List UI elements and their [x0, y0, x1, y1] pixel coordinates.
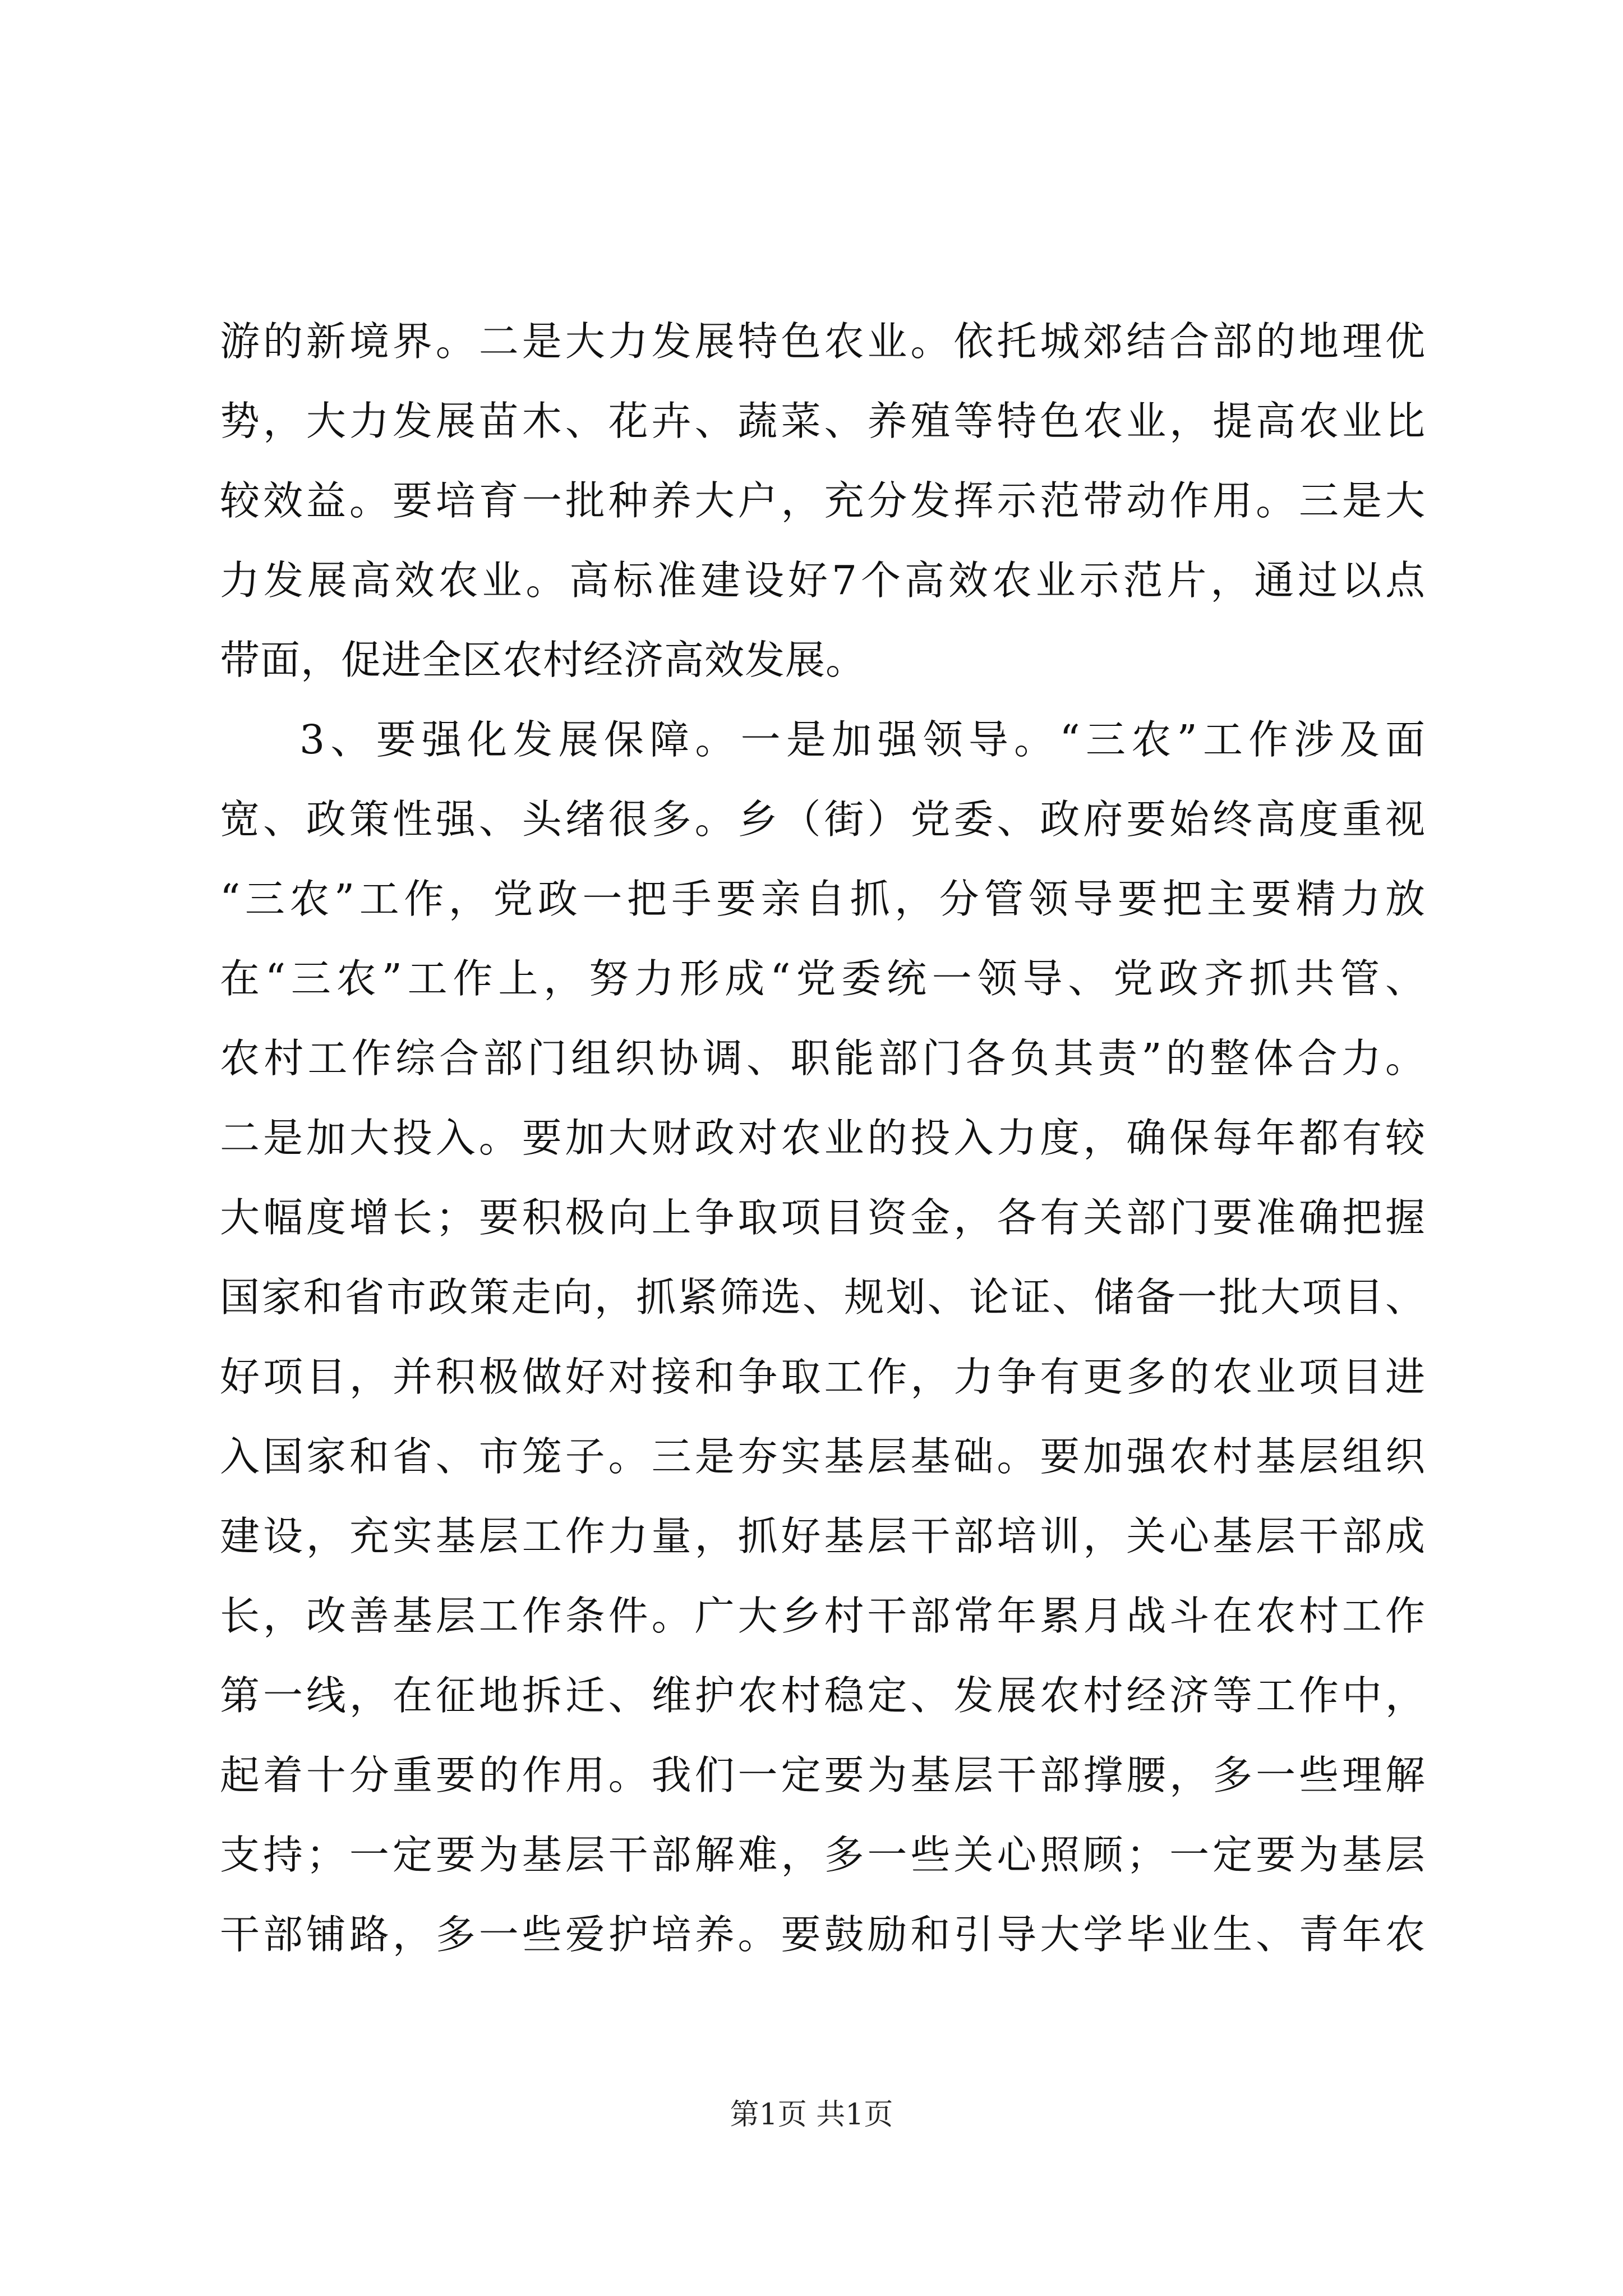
paragraph-1	[220, 302, 1426, 700]
text-line: 大幅度增长；要积极向上争取项目资金，各有关部门要准确把握	[220, 1194, 1426, 1241]
page-number: 第1页 共1页	[730, 2098, 893, 2132]
page-footer	[0, 2095, 1623, 2134]
text-line: 二是加大投入。要加大财政对农业的投入力度，确保每年都有较	[220, 1115, 1426, 1161]
text-line: 较效益。要培育一批种养大户，充分发挥示范带动作用。三是大	[220, 477, 1426, 524]
text-line: 好项目，并积极做好对接和争取工作，力争有更多的农业项目进	[220, 1354, 1426, 1400]
text-line: 力发展高效农业。高标准建设好7个高效农业示范片，通过以点	[220, 557, 1426, 604]
text-line: 3、要强化发展保障。一是加强领导。“三农”工作涉及面	[299, 716, 1426, 763]
document-body	[220, 302, 1426, 1975]
text-line: 在“三农”工作上，努力形成“党委统一领导、党政齐抓共管、	[220, 955, 1426, 1002]
text-line: 入国家和省、市笼子。三是夯实基层基础。要加强农村基层组织	[220, 1433, 1426, 1480]
text-line: 建设，充实基层工作力量，抓好基层干部培训，关心基层干部成	[220, 1513, 1426, 1559]
text-line: “三农”工作，党政一把手要亲自抓，分管领导要把主要精力放	[220, 876, 1426, 922]
text-line: 起着十分重要的作用。我们一定要为基层干部撑腰，多一些理解	[220, 1752, 1426, 1798]
text-line: 长，改善基层工作条件。广大乡村干部常年累月战斗在农村工作	[220, 1593, 1426, 1639]
text-line: 农村工作综合部门组织协调、职能部门各负其责”的整体合力。	[220, 1035, 1426, 1082]
text-line: 支持；一定要为基层干部解难，多一些关心照顾；一定要为基层	[220, 1832, 1426, 1878]
text-line: 带面，促进全区农村经济高效发展。	[220, 637, 866, 683]
text-line: 势，大力发展苗木、花卉、蔬菜、养殖等特色农业，提高农业比	[220, 398, 1426, 444]
text-line: 国家和省市政策走向，抓紧筛选、规划、论证、储备一批大项目、	[220, 1274, 1426, 1320]
text-line: 宽、政策性强、头绪很多。乡（街）党委、政府要始终高度重视	[220, 796, 1426, 843]
paragraph-2	[220, 700, 1426, 1975]
text-line: 第一线，在征地拆迁、维护农村稳定、发展农村经济等工作中，	[220, 1672, 1426, 1719]
text-line: 干部铺路，多一些爱护培养。要鼓励和引导大学毕业生、青年农	[220, 1911, 1426, 1958]
text-line: 游的新境界。二是大力发展特色农业。依托城郊结合部的地理优	[220, 318, 1426, 365]
